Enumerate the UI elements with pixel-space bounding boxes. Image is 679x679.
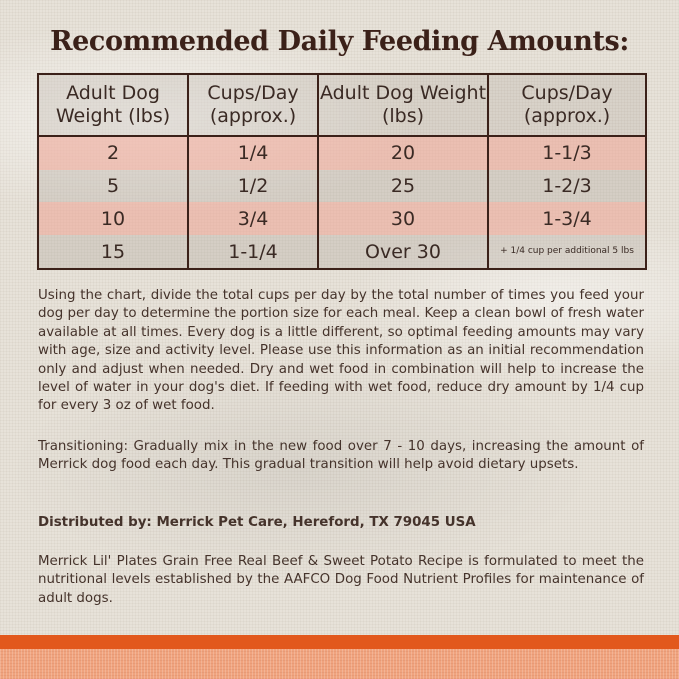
table-cell: 2 xyxy=(38,136,188,170)
header-cups-2: Cups/Day (approx.) xyxy=(488,74,646,136)
table-cell: 15 xyxy=(38,235,188,269)
distributor-line: Distributed by: Merrick Pet Care, Hereford, TX 79045 USA xyxy=(38,515,476,530)
table-cell: 3/4 xyxy=(188,202,318,235)
table-cell: 1-1/3 xyxy=(488,136,646,170)
table-cell: Over 30 xyxy=(318,235,488,269)
header-weight-1: Adult Dog Weight (lbs) xyxy=(38,74,188,136)
table-row xyxy=(38,170,646,203)
table-row xyxy=(38,202,646,235)
table-cell: 1-3/4 xyxy=(488,202,646,235)
table-cell: 20 xyxy=(318,136,488,170)
table-cell-note: + 1/4 cup per additional 5 lbs xyxy=(488,235,646,269)
table-cell: 30 xyxy=(318,202,488,235)
table-cell: 25 xyxy=(318,170,488,203)
table-header-row xyxy=(38,74,646,136)
table-row xyxy=(38,235,646,269)
aafco-statement: Merrick Lil' Plates Grain Free Real Beef & Sweet Potato Recipe is formulated to meet the nutritional levels established by the AAFCO Dog Food Nutrient Profiles for maintenance of adult dogs. xyxy=(38,554,644,606)
table-cell: 10 xyxy=(38,202,188,235)
header-weight-2: Adult Dog Weight (lbs) xyxy=(318,74,488,136)
header-cups-1: Cups/Day (approx.) xyxy=(188,74,318,136)
feeding-instructions: Using the chart, divide the total cups per day by the total number of times you feed your dog per day to determine the portion size for each meal. Keep a clean bowl of fresh water available at all times. Every dog is a little different, so optimal feeding amounts may vary with age, size and activity level. Please use this information as an initial recommendation only and adjust when needed. Dry and wet food in combination will help to increase the level of water in your dog's diet. If feeding with wet food, reduce dry amount by 1/4 cup for every 3 oz of wet food. xyxy=(38,288,644,414)
feeding-table xyxy=(37,73,645,270)
bottom-band xyxy=(0,649,679,679)
table-cell: 5 xyxy=(38,170,188,203)
table-cell: 1/2 xyxy=(188,170,318,203)
bottom-stripe xyxy=(0,635,679,649)
table-cell: 1/4 xyxy=(188,136,318,170)
table-cell: 1-1/4 xyxy=(188,235,318,269)
table-cell: 1-2/3 xyxy=(488,170,646,203)
page-title: Recommended Daily Feeding Amounts: xyxy=(50,26,629,57)
transition-instructions: Transitioning: Gradually mix in the new food over 7 - 10 days, increasing the amount of Merrick dog food each day. This gradual transition will help avoid dietary upsets. xyxy=(38,439,644,473)
table-row xyxy=(38,136,646,170)
